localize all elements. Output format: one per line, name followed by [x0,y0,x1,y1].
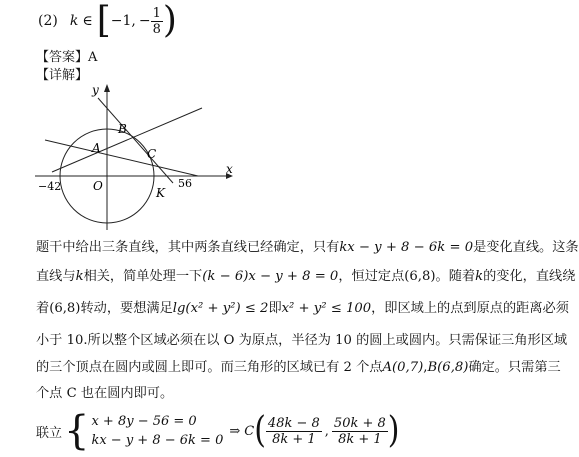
c-x-denominator: 8k + 1 [272,431,316,447]
c-y-coordinate [332,417,388,446]
text-segment: 转动，要想满足 [80,301,173,316]
text-segment: 的变化，直线绕 [483,269,576,284]
line-x-plus-8y [45,140,198,176]
text-segment: 。随着 [435,269,476,284]
point-a: A(0,7) [382,360,424,375]
left-paren: ( [254,409,266,452]
equation-line-variable: kx − y + 8 − 6k = 0 [91,433,224,448]
log-inequality: lg(x² + y²) ≤ 2 [172,301,269,316]
text-segment: 即 [268,301,282,316]
paragraph-line-3 [36,297,569,316]
text-segment: 直线与 [36,269,76,284]
fraction-denominator: 8 [152,21,161,37]
y-axis-label: y [92,83,99,97]
geometry-figure [30,80,240,232]
x-intercept-neg42: −42 [38,180,62,193]
line-rising [52,108,202,172]
x-axis-label: x [226,162,233,176]
answer-value: A [88,50,98,65]
point-b-label: B [118,122,127,136]
fixed-point: (6,8) [49,301,81,316]
text-segment: ，恒过定点 [338,269,405,284]
text-segment: ，即区域上的点到原点的距离必须 [371,301,569,316]
text-segment: 的三个顶点在圆内或圆上即可。而三角形的区域已有 2 个点 [36,360,383,375]
interval-start: −1, [110,13,136,29]
c-y-numerator: 50k + 8 [333,415,386,431]
text-segment: 确定。只需第三 [468,360,561,375]
answer-label: 【答案】 [36,50,89,65]
point-c-symbol: C [244,423,255,439]
equation-variable-line: kx − y + 8 − 6k = 0 [339,240,474,255]
origin-label: O [93,179,103,193]
left-bracket: [ [96,0,111,41]
c-x-coordinate [266,417,322,446]
implies-arrow: ⇒ [229,423,241,439]
problem-statement [38,0,177,41]
c-x-numerator: 48k − 8 [267,415,320,431]
problem-number: (2) [38,13,58,29]
paragraph-line-6: 个点 C 也在圆内即可。 [36,386,174,401]
equation-simplified: (k − 6)x − y + 8 = 0 [202,269,339,284]
point-a-label: A [92,141,101,155]
paragraph-line-4: 小于 10.所以整个区域必须在以 O 为原点，半径为 10 的圆上或圆内。只需保证三角形区域 [36,333,568,348]
explanation-label: 【详解】 [36,68,89,83]
fixed-point: (6,8) [404,269,436,284]
text-segment: 题干中给出三条直线，其中两条直线已经确定，只有 [36,240,340,255]
system-label: 联立 [36,425,63,441]
equation-system [36,408,400,454]
point-c-label: C [147,147,157,161]
variable-k: k [69,13,79,29]
left-brace: { [64,408,90,454]
fraction-numerator: 1 [152,5,161,21]
line-k-label: K [156,186,165,200]
line-variable-k [98,98,173,183]
right-paren: ) [162,0,177,41]
c-y-denominator: 8k + 1 [338,431,382,447]
paragraph-line-2 [36,265,575,284]
right-paren: ) [387,409,400,452]
text-segment: 是变化直线。这条 [473,240,579,255]
fraction-one-eighth [151,7,163,36]
minus-sign: − [138,13,151,29]
point-b: B(6,8) [427,360,469,375]
x-intercept-56: 56 [178,177,192,190]
y-axis-arrow-icon [104,84,110,92]
answer-line [36,46,97,65]
paragraph-line-5 [36,356,561,375]
variable-k: k [475,269,484,284]
paragraph-line-1 [36,236,579,255]
element-of-symbol: ∈ [82,13,93,29]
equation-line-fixed: x + 8y − 56 = 0 [91,414,197,429]
circle-inequality: x² + y² ≤ 100 [281,301,372,316]
text-segment: 相关，简单处理一下 [83,269,203,284]
text-segment: 着 [36,301,50,316]
variable-k: k [75,269,84,284]
comma: , [423,360,428,375]
coordinate-comma: , [324,423,329,439]
equation-stack [91,412,223,450]
